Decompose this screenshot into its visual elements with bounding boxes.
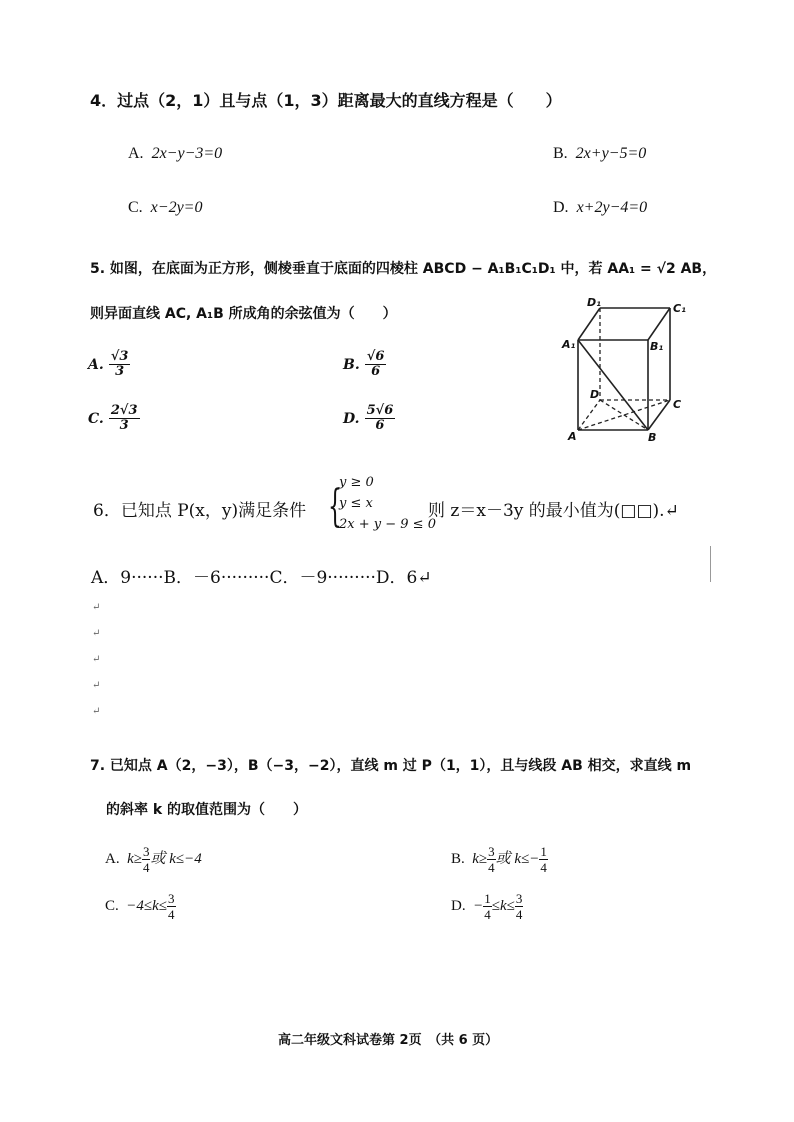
paragraph-mark: ↵: [92, 654, 101, 665]
q6-options: A．9······B．－6·········C．－9·········D．6↵: [91, 568, 432, 588]
q7-option-c: C. −4≤k≤ $\frac{3}{4}$: [105, 891, 175, 922]
edge-a1d1: [578, 308, 600, 340]
paragraph-mark: ↵: [92, 706, 101, 717]
q7-option-a: A. k≥ $\frac{3}{4}$ 或 k≤−4: [105, 844, 202, 875]
q6-stem-post: 则 z＝x－3y 的最小值为(□□).↵: [428, 501, 679, 521]
scan-artifact-line: [710, 546, 711, 582]
paragraph-mark: ↵: [92, 628, 101, 639]
q5-option-d: D. $\frac{5√6}{6}$: [343, 403, 394, 433]
prism-figure: [560, 290, 700, 450]
q6-condition-3: 2x + y − 9 ≤ 0: [339, 517, 436, 532]
q4-option-b: B. 2x+y−5=0: [553, 145, 647, 162]
hidden-edge-ad: [578, 400, 600, 430]
page-footer: 高二年级文科试卷第 2页 （共 6 页）: [278, 1033, 499, 1048]
q4-option-d: D. x+2y−4=0: [553, 199, 648, 216]
q7-option-b: B. k≥ $\frac{3}{4}$ 或 k≤− $\frac{1}{4}$: [451, 844, 547, 875]
q6-conditions: [339, 472, 436, 535]
q6-brace: {: [328, 481, 342, 532]
label-a: A: [568, 430, 577, 443]
label-c: C: [673, 398, 682, 411]
q5-option-a: A. $\frac{√3}{3}$: [88, 349, 129, 379]
q4-stem: 4．过点（2，1）且与点（1，3）距离最大的直线方程是（ ）: [90, 91, 562, 110]
label-d: D: [590, 388, 600, 401]
label-c1: C₁: [673, 302, 686, 315]
edge-bc: [648, 400, 670, 430]
hidden-diagonal-db: [600, 400, 648, 430]
q5-stem-line1: 5. 如图，在底面为正方形，侧棱垂直于底面的四棱柱 ABCD − A₁B₁C₁D₁ 中，若 AA₁ = √2 AB，: [90, 261, 717, 277]
paragraph-mark: ↵: [92, 602, 101, 613]
label-b1: B₁: [650, 340, 664, 353]
q5-option-b: B. $\frac{√6}{6}$: [343, 349, 385, 379]
q6-condition-1: y ≥ 0: [339, 475, 374, 490]
label-a1: A₁: [562, 338, 576, 351]
q4-option-a: A. 2x−y−3=0: [128, 145, 223, 162]
label-d1: D₁: [587, 296, 601, 309]
paragraph-mark: ↵: [92, 680, 101, 691]
edge-c1b1: [648, 308, 670, 340]
q5-stem-line2: 则异面直线 AC, A₁B 所成角的余弦值为（ ）: [90, 306, 397, 322]
label-b: B: [648, 431, 657, 444]
q6-stem-pre: 6．已知点 P(x，y)满足条件: [93, 501, 307, 521]
q6-condition-2: y ≤ x: [339, 496, 373, 511]
q7-stem-line1: 7. 已知点 A（2，−3），B（−3，−2），直线 m 过 P（1，1），且与线段 AB 相交，求直线 m: [90, 758, 692, 774]
q7-stem-line2: 的斜率 k 的取值范围为（ ）: [106, 802, 308, 818]
q7-option-d: D. − $\frac{1}{4}$ ≤k≤ $\frac{3}{4}$: [451, 891, 523, 922]
q4-option-c: C. x−2y=0: [128, 199, 203, 216]
q5-option-c: C. $\frac{2√3}{3}$: [88, 403, 138, 433]
